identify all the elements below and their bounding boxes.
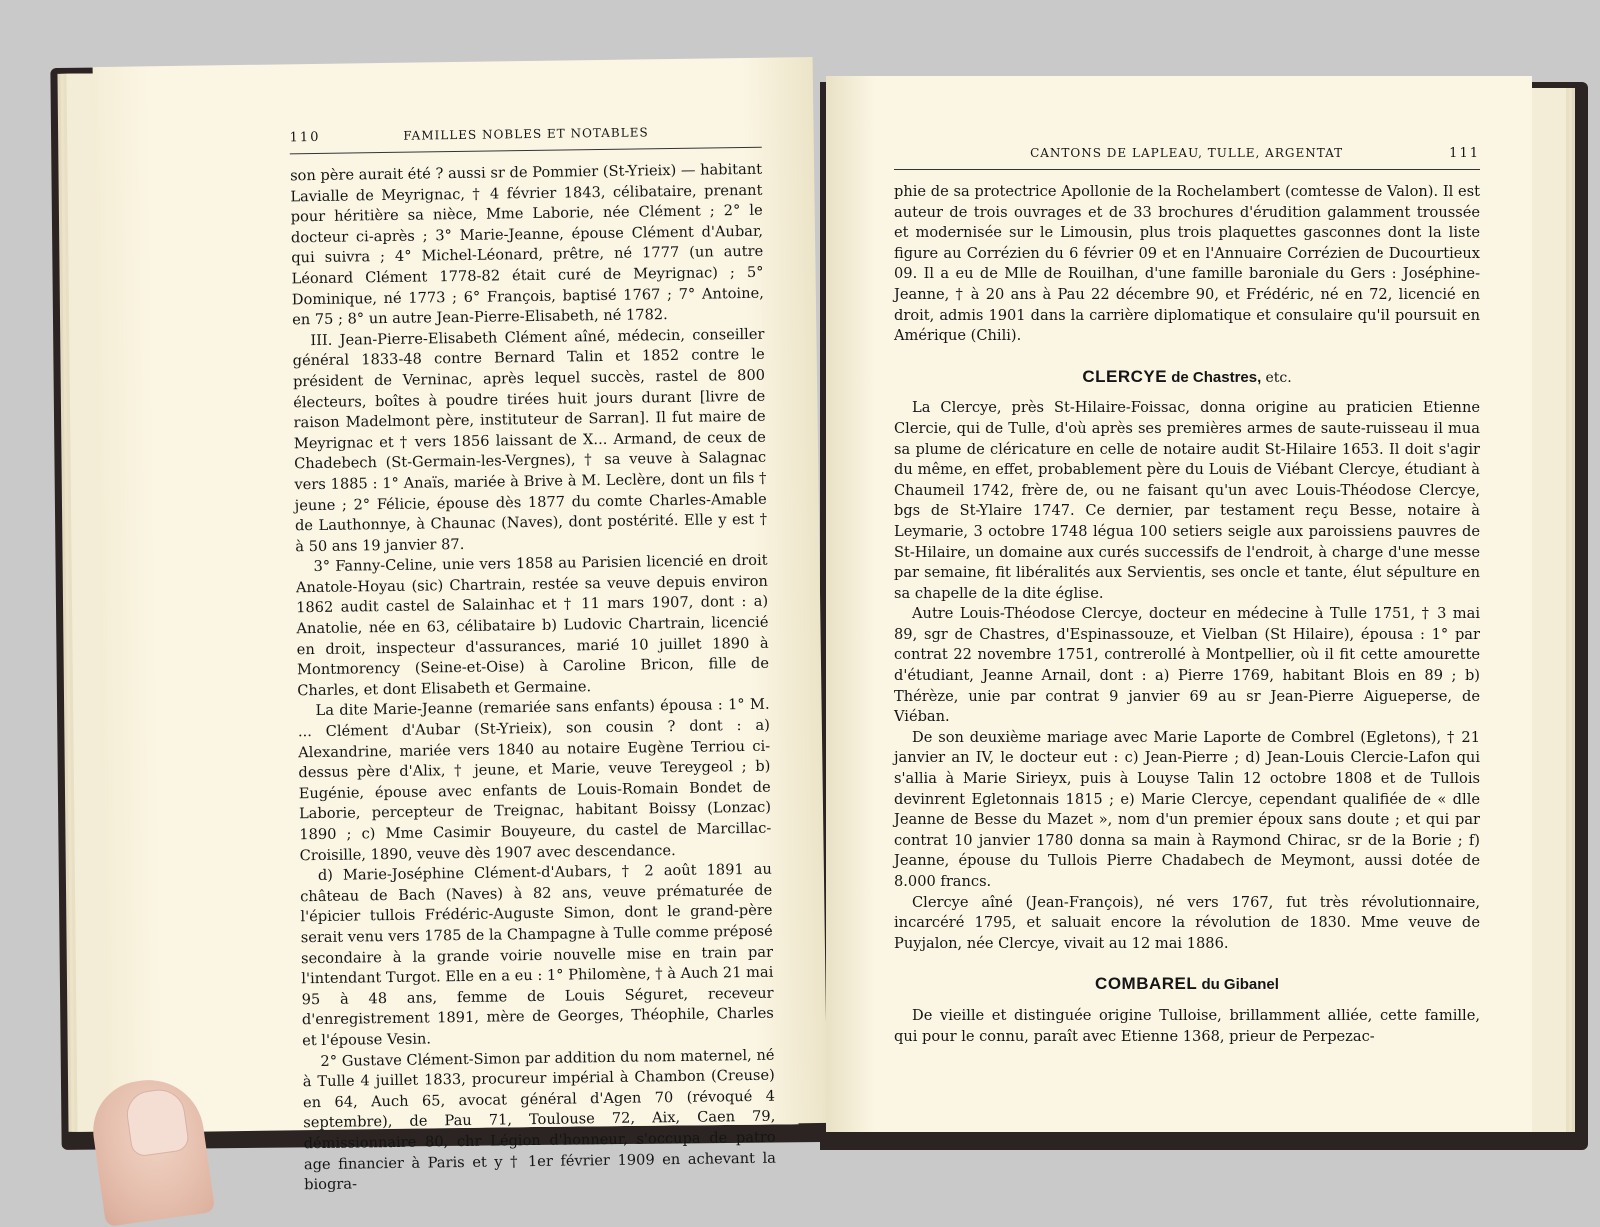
- clercye-paragraph: La Clercye, près St-Hilaire-Foissac, donna origine au praticien Etienne Clercie, qui de Tulle, d'où après ses premières armes de saute-ruisseau il mua sa plume de cléricature en celle de notaire audit St-Hilaire 1653. Il doit s'agir du même, en effet, probablement père du Louis de Viébant Clercye, étudiant à Chaumeil 1742, frère de, ou ne faisant qu'un avec Louis-Théodose Clercye, bgs de St-Ylaire 1747. Ce dernier, par testament reçu Besse, notaire à Leymarie, 3 octobre 1748 légua 100 setiers seigle aux paroissiens pauvres de St-Hilaire, un domaine aux curés successifs de l'endroit, à charge d'une messe par semaine, fit libéralités aux Servientis, ses oncle et tante, élut sépulture en sa chapelle de la dite église.: [894, 399, 1480, 602]
- clercye-heading-rest: de Chastres,: [1171, 368, 1262, 386]
- combarel-heading-name: COMBAREL: [1095, 974, 1198, 994]
- left-page-number: 110: [289, 129, 321, 146]
- right-body: [894, 182, 1480, 1047]
- clercye-paragraph: Autre Louis-Théodose Clercye, docteur en médecine à Tulle 1751, † 3 mai 89, sgr de Chastres, d'Espinassouze, et Vielban (St Hilaire), épousa : 1° par contrat 22 novembre 1751, contrerollé à Montpellier, où il fit cette amourette d'étudiant, Jeanne Arnail, dont : a) Pierre 1769, habitant Blois en 89 ; b) Thérèze, unie par contrat 9 janvier 69 au sr Jean-Pierre Aigueperse, de Viéban.: [894, 605, 1480, 726]
- right-running-title: CANTONS DE LAPLEAU, TULLE, ARGENTAT: [1030, 146, 1344, 160]
- right-intro-paragraph: phie de sa protectrice Apollonie de la Rochelambert (comtesse de Valon). Il est auteur de trois ouvrages et de 33 brochures d'érudition galamment troussée et modernisée sur le Limousin, plus trois plaquettes gasconnes dont la liste figure au Corrézien du 6 février 09 et en l'Annuaire Corrézien de Ducourtieux 09. Il a eu de Mlle de Rouilhan, d'une famille baroniale du Gers : Joséphine-Jeanne, † à 20 ans à Pau 22 décembre 90, et Frédéric, né en 72, licencié en droit, admis 1901 dans la carrière diplomatique et consulaire qu'il poursuit en Amérique (Chili).: [894, 183, 1480, 345]
- clercye-heading-name: CLERCYE: [1082, 366, 1168, 386]
- left-paragraph: III. Jean-Pierre-Elisabeth Clément aîné, médecin, conseiller général 1833-48 contre Bernard Talin et 1852 contre le président de Verninac, après lequel succès, rastel de 800 électeurs, boîtes à poudre tirées huit jours durant [livre de raison Madelmont père, instituteur de Sarran]. Il fut maire de Meyrignac et † vers 1856 laissant de X... Armand, de ceux de Chadebech (St-Germain-les-Vergnes), † sa veuve à Salagnac vers 1885 : 1° Anaïs, mariée à Brive à M. Leclère, dont un fils † jeune ; 2° Félicie, épouse dès 1877 du comte Charles-Amable de Lauthonnye, à Chaunac (Naves), dont postérité. Elle y est † à 50 ans 19 janvier 87.: [292, 325, 768, 555]
- left-running-head: [289, 124, 761, 155]
- left-paragraph: La dite Marie-Jeanne (remariée sans enfants) épousa : 1° M. ... Clément d'Aubar (St-Yrieix), son cousin ? dont : a) Alexandrine, mariée vers 1840 au notaire Eugène Terriou ci-dessus père d'Alix, † jeune, et Marie, veuve Tereygeol ; b) Eugénie, épouse avec enfants de Louis-Romain Bondet de Laborie, percepteur de Treignac, habitant Boissy (Lonzac) 1890 ; c) Mme Casimir Bouyeure, du castel de Marcillac-Croisille, 1890, veuve dès 1907 avec descendance.: [297, 696, 772, 864]
- clercye-paragraph: Clercye aîné (Jean-François), né vers 1767, fut très révolutionnaire, incarcéré 1795, et saluait encore la révolution de 1830. Mme veuve de Puyjalon, née Clercye, vivait au 12 mai 1886.: [894, 893, 1480, 952]
- right-page-number: 111: [1449, 146, 1480, 161]
- clercye-heading: [894, 367, 1480, 389]
- left-page: [93, 57, 828, 1194]
- left-running-title: FAMILLES NOBLES ET NOTABLES: [403, 125, 649, 143]
- combarel-heading: [894, 974, 1480, 996]
- clercye-paragraph: De son deuxième mariage avec Marie Laporte de Combrel (Egletons), † 21 janvier an IV, le docteur eut : c) Jean-Pierre ; d) Jean-Louis Clercie-Lafon qui s'allia à Marie Sirieyx, puis à Louyse Talin 12 octobre 1808 et de Tullois devinrent Egletonnais 1815 ; e) Marie Clercye, cependant qualifiée de « dlle Jeanne de Besse du Mazet », nom d'un premier époux sans doute ; et qui par contrat 10 janvier 1780 donna sa main à Raymond Chirac, sr de la Borie ; f) Jeanne, épouse du Tullois Pierre Chadabech de Meymont, aussi dotée de 8.000 francs.: [894, 728, 1480, 890]
- combarel-heading-rest: du Gibanel: [1201, 976, 1279, 994]
- clercye-heading-suffix: etc.: [1265, 369, 1292, 386]
- combarel-paragraph: De vieille et distinguée origine Tulloise, brillamment alliée, cette famille, qui pour le connu, paraît avec Etienne 1368, prieur de Perpezac-: [894, 1006, 1480, 1045]
- left-paragraph: 3° Fanny-Celine, unie vers 1858 au Parisien licencié en droit Anatole-Hoyau (sic) Chartrain, restée sa veuve depuis environ 1862 audit castel de Salainhac et † 11 mars 1907, dont : a) Anatolie, née en 63, célibataire b) Ludovic Chartrain, licencié en droit, inspecteur d'assurances, marié 10 juillet 1890 à Montmorency (Seine-et-Oise) à Caroline Bricon, fille de Charles, et dont Elisabeth et Germaine.: [295, 551, 770, 700]
- left-paragraph: son père aurait été ? aussi sr de Pommier (St-Yrieix) — habitant Lavialle de Meyrignac, † 4 février 1843, célibataire, prenant pour héritière sa nièce, Mme Laborie, née Clément ; 2° le docteur ci-après ; 3° Marie-Jeanne, épouse Clément d'Aubar, qui suivra ; 4° Michel-Léonard, prêtre, né 1777 (un autre Léonard Clément 1778-82 était curé de Meyrignac) ; 5° Dominique, né 1773 ; 6° François, baptisé 1767 ; 7° Antoine, en 75 ; 8° un autre Jean-Pierre-Elisabeth, né 1782.: [290, 160, 764, 329]
- left-paragraph: 2° Gustave Clément-Simon par addition du nom maternel, né à Tulle 4 juillet 1833, procureur impérial à Chambon (Creuse) en 64, Auch 65, avocat général d'Agen 70 (révoqué 4 septembre), de Pau 71, Toulouse 72, Aix, Caen 79, démissionnaire 80, chr Légion d'honneur, s'occupa de patro age financier à Paris et y † 1er février 1909 en achevant la biogra-: [302, 1046, 777, 1194]
- right-running-head: [894, 146, 1480, 170]
- left-body: [290, 160, 776, 1196]
- right-page: [826, 76, 1532, 1132]
- left-paragraph: d) Marie-Joséphine Clément-d'Aubars, † 2 août 1891 au château de Bach (Naves) à 82 ans, veuve prématurée de l'épicier tullois Frédéric-Auguste Simon, dont le grand-père serait venu vers 1785 de la Champagne à Tulle comme préposé secondaire à la grande voirie nouvelle mise en train par l'intendant Turgot. Elle en a eu : 1° Philomène, † à Auch 21 mai 95 à 48 ans, femme de Louis Séguret, receveur d'enregistrement 1891, mère de Georges, Théophile, Charles et l'épouse Vesin.: [300, 860, 774, 1050]
